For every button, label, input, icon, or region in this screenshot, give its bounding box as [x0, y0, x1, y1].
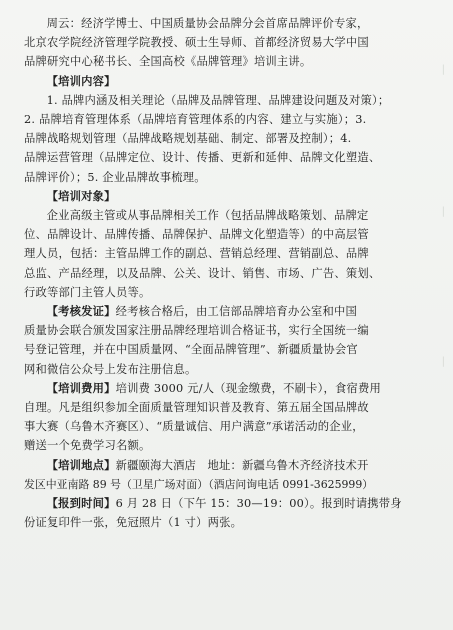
certification-paragraph	[24, 302, 444, 321]
registration-paragraph	[24, 494, 444, 513]
instructor-bio-line: 北京农学院经济管理学院教授、硕士生导师、首都经济贸易大学中国	[24, 36, 369, 50]
training-content-line: 品牌运营管理（品牌定位、设计、传播、更新和延伸、品牌文化塑造、	[24, 151, 381, 165]
venue-heading: 【培训地点】	[46, 457, 116, 472]
fee-paragraph	[24, 379, 444, 398]
training-content-line: 1. 品牌内涵及相关理论（品牌及品牌管理、品牌建设问题及对策）；	[46, 93, 390, 107]
registration-line: 份证复印件一张，免冠照片（1 寸）两张。	[24, 516, 243, 530]
fee-line: 培训费 3000 元/人（现金缴费，不刷卡），食宿费用	[115, 381, 382, 395]
document-body	[24, 14, 444, 532]
training-content-line: 品牌战略规划管理（品牌战略规划基础、制定、部署及控制）；4.	[24, 132, 352, 146]
certification-line: 质量协会联合颁发国家注册品牌经理培训合格证书，实行全国统一编	[24, 324, 369, 338]
training-audience-line: 总监、产品经理，以及品牌、公关、设计、销售、市场、广告、策划、	[24, 266, 381, 280]
instructor-bio-line: 周云：经济学博士、中国质量协会品牌分会首席品牌评价专家，	[46, 17, 369, 30]
training-content-line: 品牌评价）；5. 企业品牌故事梳理。	[24, 170, 206, 184]
training-audience-heading: 【培训对象】	[46, 188, 116, 203]
registration-heading: 【报到时间】	[46, 496, 116, 511]
certification-line: 经考核合格后，由工信部品牌培育办公室和中国	[115, 305, 358, 319]
fee-line: 赠送一个免费学习名额。	[24, 439, 151, 453]
registration-line: 6 月 28 日（下午 15：30—19：00）。报到时请携带身	[115, 497, 402, 511]
bleed-through-mark: |	[441, 356, 445, 367]
certification-heading: 【考核发证】	[46, 304, 116, 319]
fee-line: 事大赛（乌鲁木齐赛区）、“质量诚信、用户满意”承诺活动的企业，	[24, 420, 364, 434]
bleed-through-mark: |	[441, 64, 445, 75]
venue-line: 新疆颐海大酒店 地址：新疆乌鲁木齐经济技术开	[115, 458, 369, 472]
training-audience-line: 企业高级主管或从事品牌相关工作（包括品牌战略策划、品牌定	[46, 209, 369, 223]
training-content-heading: 【培训内容】	[46, 73, 116, 88]
bleed-through-mark: |	[441, 206, 445, 217]
instructor-bio-line: 品牌研究中心秘书长、全国高校《品牌管理》培训主讲。	[24, 55, 312, 69]
certification-line: 网和微信公众号上发布注册信息。	[24, 362, 197, 376]
training-audience-line: 行政等部门主管人员等。	[24, 285, 151, 299]
training-audience-line: 理人员，包括：主管品牌工作的副总、营销总经理、营销副总、品牌	[24, 247, 369, 261]
venue-line: 发区中亚南路 89 号（卫星广场对面）（酒店问询电话 0991-3625999）	[24, 477, 374, 491]
fee-heading: 【培训费用】	[46, 380, 116, 395]
training-audience-line: 位、品牌设计、品牌传播、品牌保护、品牌文化塑造等）的中高层管	[24, 228, 369, 242]
training-content-line: 2. 品牌培育管理体系（品牌培育管理体系的内容、建立与实施）；3.	[24, 113, 367, 127]
fee-line: 自理。凡是组织参加全面质量管理知识普及教育、第五届全国品牌故	[24, 401, 369, 415]
certification-line: 号登记管理，并在中国质量网、“全面品牌管理”、新疆质量协会官	[24, 343, 358, 357]
venue-paragraph	[24, 456, 444, 475]
